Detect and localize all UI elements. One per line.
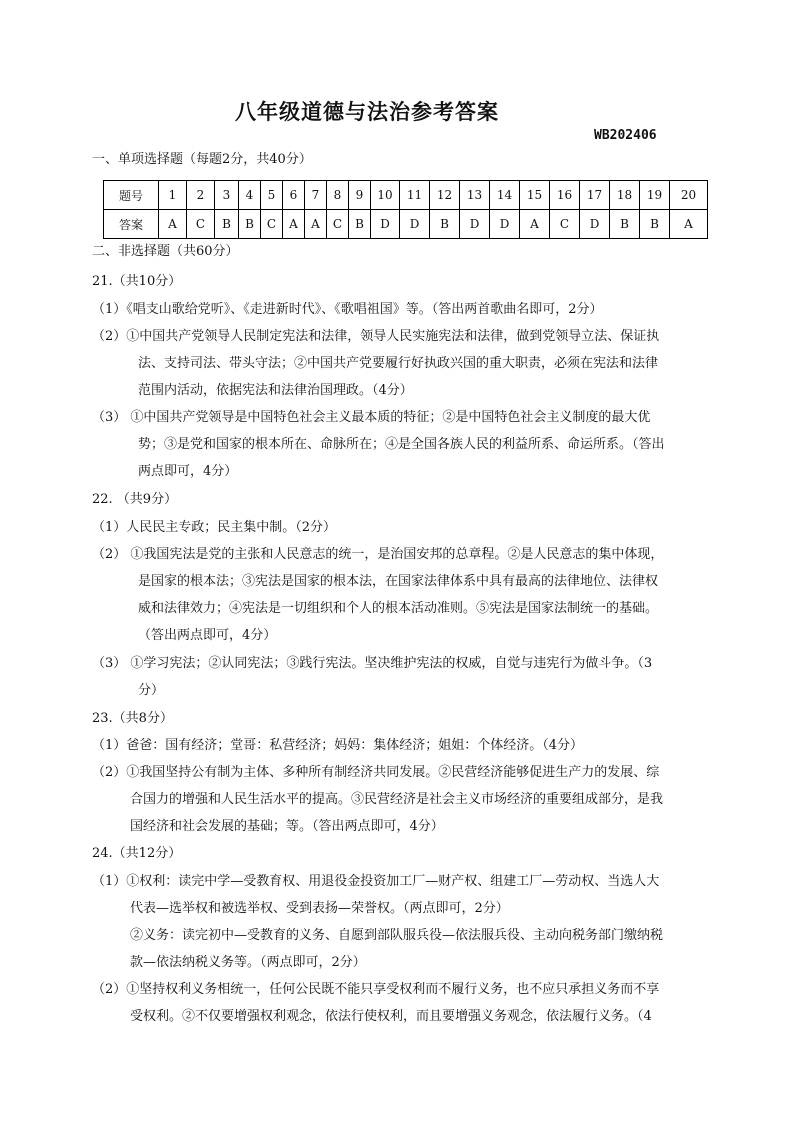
q21-part1: （1）《唱支山歌给党听》、《走进新时代》、《歌唱祖国》等。（答出两首歌曲名即可，2分） [92, 302, 603, 317]
answer-cell: B [349, 210, 371, 239]
question-number-cell: 6 [283, 181, 305, 210]
question-number-row [104, 181, 708, 210]
q24-part1-line3: ②义务：读完初中—受教育的义务、自愿到部队服兵役—依法服兵役、主动向税务部门缴纳税 [130, 928, 664, 943]
q22-part3-line1: （3） ①学习宪法；②认同宪法；③践行宪法。坚决维护宪法的权威，自觉与违宪行为做斗争。（3 [92, 656, 653, 671]
question-number-cell: 17 [580, 181, 610, 210]
answer-cell: C [550, 210, 580, 239]
question-number-cell: 12 [430, 181, 460, 210]
question-number-cell: 15 [520, 181, 550, 210]
q22-part2-line3: 威和法律效力；④宪法是一切组织和个人的根本活动准则。⑤宪法是国家法制统一的基础。 [138, 601, 659, 616]
q22-title: 22. （共9分） [92, 492, 178, 507]
q23-part2-line3: 国经济和社会发展的基础；等。（答出两点即可，4分） [130, 819, 444, 834]
q21-part2-line3: 范围内活动，依据宪法和法律治国理政。（4分） [138, 383, 413, 398]
answer-cell: A [670, 210, 708, 239]
q22-part2-line2: 是国家的根本法；③宪法是国家的根本法，在国家法律体系中具有最高的法律地位、法律权 [138, 574, 659, 589]
answer-cell: B [640, 210, 670, 239]
answer-cell: A [159, 210, 187, 239]
q24-part2-line1: （2）①坚持权利义务相统一，任何公民既不能只享受权利而不履行义务，也不应只承担义务而不享 [92, 982, 660, 997]
q23-part2-line1: （2）①我国坚持公有制为主体、多种所有制经济共同发展。②民营经济能够促进生产力的发展、综 [92, 765, 660, 780]
question-number-cell: 5 [261, 181, 283, 210]
q21-title: 21.（共10分） [92, 274, 182, 289]
question-number-cell: 20 [670, 181, 708, 210]
q22-part2-line1: （2） ①我国宪法是党的主张和人民意志的统一，是治国安邦的总章程。②是人民意志的集中体现， [92, 547, 664, 562]
q21-part3-line3: 两点即可，4分） [138, 464, 238, 479]
q24-part1-line4: 款—依法纳税义务等。（两点即可，2分） [130, 955, 366, 970]
answer-cell: D [490, 210, 520, 239]
answer-cell: C [187, 210, 215, 239]
question-number-cell: 8 [327, 181, 349, 210]
q24-part1-line1: （1）①权利：读完中学—受教育权、用退役金投资加工厂—财产权、组建工厂—劳动权、当选人大 [92, 874, 660, 889]
answer-cell: B [430, 210, 460, 239]
q23-part2-line2: 合国力的增强和人民生活水平的提高。③民营经济是社会主义市场经济的重要组成部分，是我 [130, 792, 664, 807]
question-number-cell: 10 [371, 181, 400, 210]
q22-part3-line2: 分） [138, 683, 165, 698]
paper-code: WB202406 [594, 128, 657, 143]
row-label-answer: 答案 [104, 210, 159, 239]
q21-part3-line1: （3） ①中国共产党领导是中国特色社会主义最本质的特征；②是中国特色社会主义制度的最大优 [92, 410, 651, 425]
answer-cell: C [261, 210, 283, 239]
q22-part2-line4: （答出两点即可，4分） [138, 628, 277, 643]
question-number-cell: 18 [610, 181, 640, 210]
question-number-cell: 2 [187, 181, 215, 210]
question-number-cell: 9 [349, 181, 371, 210]
answer-table [103, 180, 708, 239]
question-number-cell: 11 [400, 181, 430, 210]
section2-heading: 二、非选择题（共60分） [92, 244, 239, 259]
question-number-cell: 1 [159, 181, 187, 210]
answer-cell: C [327, 210, 349, 239]
answer-cell: D [460, 210, 490, 239]
q21-part3-line2: 势；③是党和国家的根本所在、命脉所在；④是全国各族人民的利益所系、命运所系。（答出 [138, 437, 665, 452]
question-number-cell: 3 [215, 181, 239, 210]
page-title: 八年级道德与法治参考答案 [235, 99, 499, 124]
answer-cell: D [580, 210, 610, 239]
q23-part1: （1）爸爸：国有经济；堂哥：私营经济；妈妈：集体经济；姐姐：个体经济。（4分） [92, 738, 584, 753]
answer-cell: D [400, 210, 430, 239]
answer-cell: A [305, 210, 327, 239]
answer-cell: D [371, 210, 400, 239]
question-number-cell: 16 [550, 181, 580, 210]
answer-cell: A [520, 210, 550, 239]
question-number-cell: 13 [460, 181, 490, 210]
section1-heading: 一、单项选择题（每题2分，共40分） [92, 152, 312, 167]
answer-cell: B [610, 210, 640, 239]
q24-title: 24.（共12分） [92, 846, 182, 861]
q21-part2-line2: 法、支持司法、带头守法；②中国共产党要履行好执政兴国的重大职责，必须在宪法和法律 [138, 356, 659, 371]
answer-cell: A [283, 210, 305, 239]
answer-cell: B [215, 210, 239, 239]
question-number-cell: 19 [640, 181, 670, 210]
question-number-cell: 7 [305, 181, 327, 210]
q24-part1-line2: 代表—选举权和被选举权、受到表扬—荣誉权。（两点即可，2分） [130, 901, 509, 916]
q21-part2-line1: （2）①中国共产党领导人民制定宪法和法律，领导人民实施宪法和法律，做到党领导立法、保证执 [92, 329, 660, 344]
answer-cell: B [239, 210, 261, 239]
answer-row [104, 210, 708, 239]
q24-part2-line2: 受权利。②不仅要增强权利观念，依法行使权利，而且要增强义务观念，依法履行义务。（4 [130, 1009, 652, 1024]
question-number-cell: 4 [239, 181, 261, 210]
q22-part1: （1）人民民主专政；民主集中制。（2分） [92, 520, 337, 535]
row-label-question: 题号 [104, 181, 159, 210]
question-number-cell: 14 [490, 181, 520, 210]
q23-title: 23.（共8分） [92, 711, 173, 726]
